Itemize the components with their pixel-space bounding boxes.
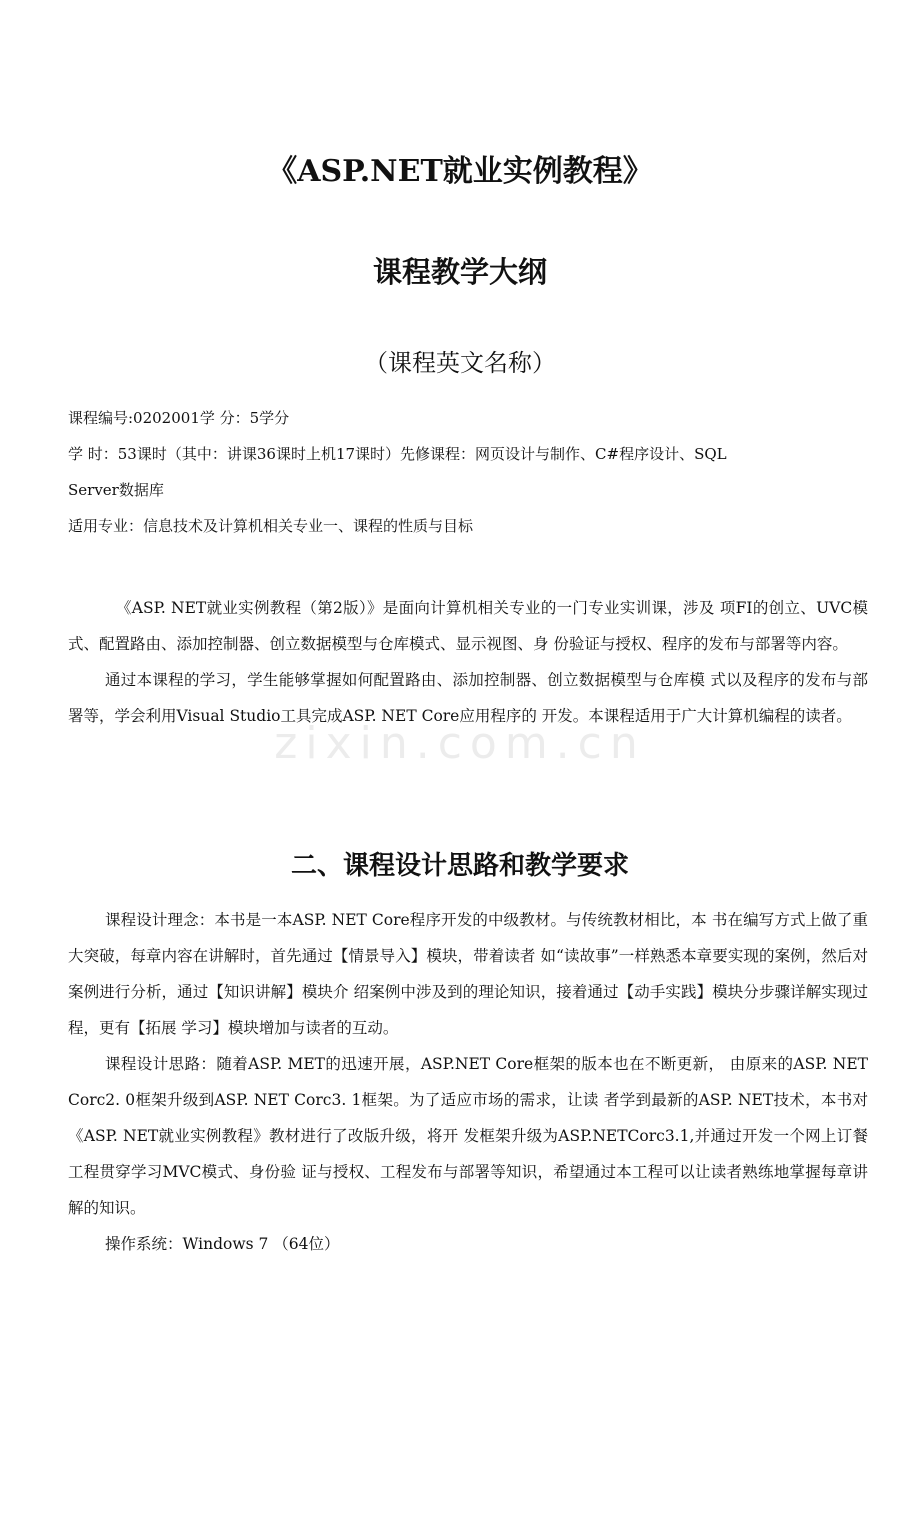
course-code-credits: 课程编号:0202001学 分：5学分 (68, 409, 290, 427)
paragraph-course-goals: 通过本课程的学习，学生能够掌握如何配置路由、添加控制器、创立数据模型与仓库模 式以及程序的发布与部署等，学会利用Visual Studio工具完成ASP. NET Core应用程序的 开发。本课程适用于广大计算机编程的读者。 (68, 671, 868, 725)
document-title: 《ASP.NET就业实例教程》 (267, 154, 653, 189)
paragraph-course-nature: 《ASP. NET就业实例教程（第2版）》是面向计算机相关专业的一门专业实训课，涉及 项FI的创立、UVC模式、配置路由、添加控制器、创立数据模型与仓库模式、显示视图、身 份验证与授权、程序的发布与部署等内容。 (68, 599, 868, 653)
section-design-requirements (68, 902, 868, 1262)
paragraph-design-philosophy: 课程设计理念：本书是一本ASP. NET Core程序开发的中级教材。与传统教材相比，本 书在编写方式上做了重大突破，每章内容在讲解时，首先通过【情景导入】模块，带着读者 如“读故事”一样熟悉本章要实现的案例，然后对案例进行分析，通过【知识讲解】模块介 绍案例中涉及到的理论知识，接着通过【动手实践】模块分步骤详解实现过程，更有【拓展 学习】模块增加与读者的互动。 (68, 911, 868, 1037)
english-course-name: （课程英文名称） (364, 349, 556, 377)
paragraph-design-approach: 课程设计思路：随着ASP. MET的迅速开展，ASP.NET Core框架的版本也在不断更新， 由原来的ASP. NET Corc2. 0框架升级到ASP. NET Corc3. 1框架。为了适应市场的需求，让读 者学到最新的ASP. NET技术，本书对《ASP. NET就业实例教程》教材进行了改版升级，将开 发框架升级为ASP.NETCorc3.1,并通过开发一个网上订餐工程贯穿学习MVC模式、身份验 证与授权、工程发布与部署等知识，希望通过本工程可以让读者熟练地掌握每章讲解的知识。 (68, 1055, 868, 1217)
paragraph-operating-system: 操作系统：Windows 7 （64位） (105, 1235, 340, 1253)
section-heading-design: 二、课程设计思路和教学要求 (290, 851, 629, 881)
course-meta (68, 400, 868, 544)
document-subtitle: 课程教学大纲 (372, 255, 547, 289)
course-prerequisites-continued: Server数据库 (68, 481, 164, 499)
course-applicable-majors: 适用专业：信息技术及计算机相关专业一、课程的性质与目标 (68, 517, 474, 535)
section-nature-goals (68, 590, 868, 734)
course-hours-prerequisites: 学 时：53课时（其中：讲课36课时上机17课时）先修课程：网页设计与制作、C#程序设计、SQL (68, 445, 727, 463)
watermark-text: zixin.com.cn (274, 718, 646, 769)
